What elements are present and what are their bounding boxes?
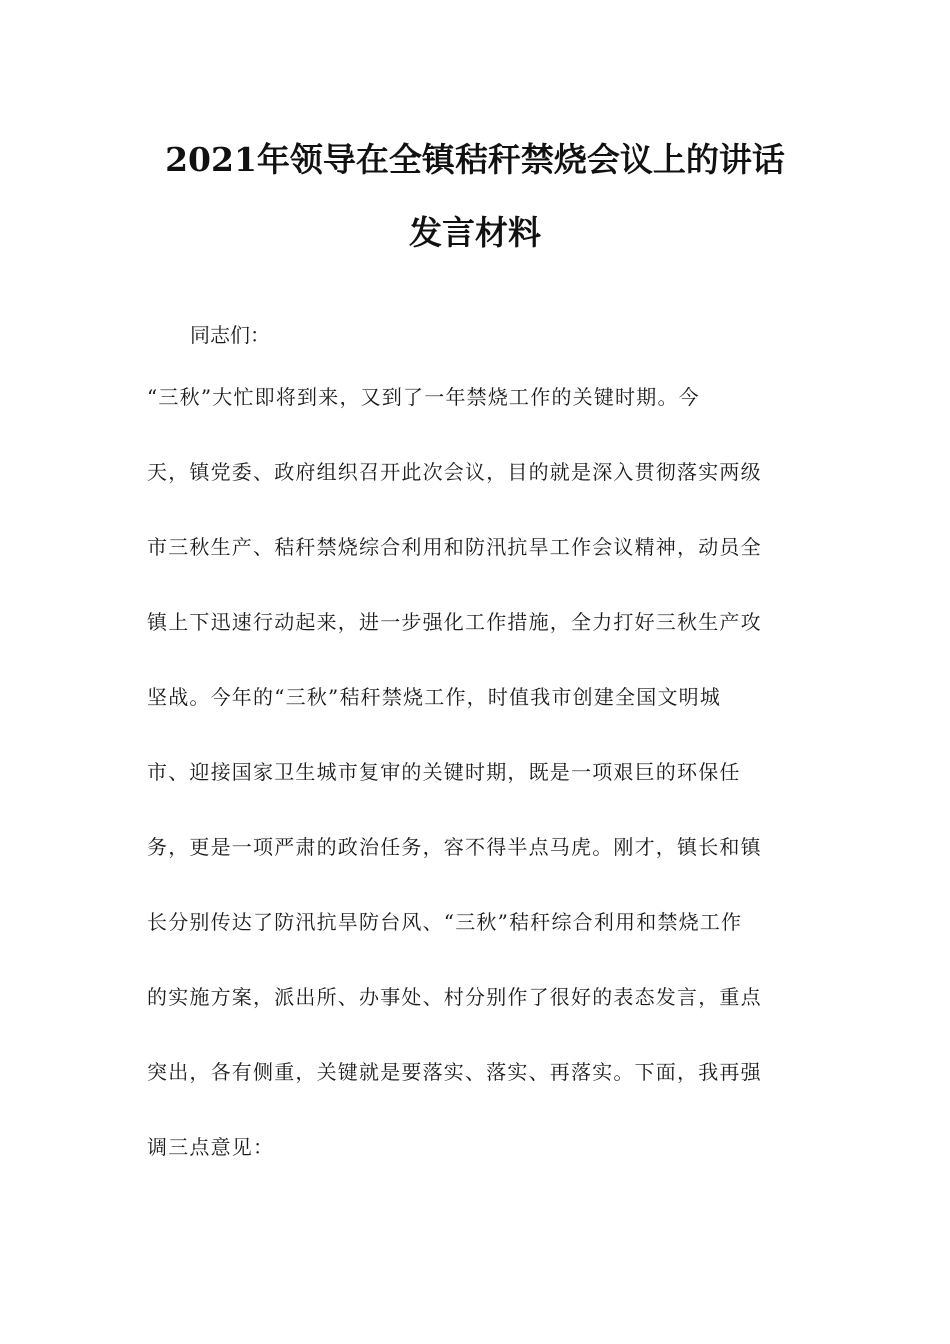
body-line-4: 镇上下迅速行动起来，进一步强化工作措施，全力打好三秋生产攻: [147, 610, 762, 634]
salutation: 同志们：: [190, 323, 270, 347]
body-line-6: 市、迎接国家卫生城市复审的关键时期，既是一项艰巨的环保任: [147, 760, 741, 784]
body-line-11: 调三点意见：: [147, 1135, 275, 1159]
body-line-9: 的实施方案，派出所、办事处、村分别作了很好的表态发言，重点: [147, 985, 762, 1009]
body-line-1: “三秋”大忙即将到来，又到了一年禁烧工作的关键时期。今: [147, 385, 700, 409]
body-line-10: 突出，各有侧重，关键就是要落实、落实、再落实。下面，我再强: [147, 1060, 762, 1084]
body-line-7: 务，更是一项严肃的政治任务，容不得半点马虎。刚才，镇长和镇: [147, 835, 762, 859]
body-line-2: 天，镇党委、政府组织召开此次会议，目的就是深入贯彻落实两级: [147, 460, 762, 484]
body-line-5: 坚战。今年的“三秋”秸秆禁烧工作，时值我市创建全国文明城: [147, 685, 722, 709]
document-title-line-1: 2021年领导在全镇秸秆禁烧会议上的讲话: [165, 140, 785, 179]
body-line-8: 长分别传达了防汛抗旱防台风、“三秋”秸秆综合利用和禁烧工作: [147, 910, 743, 934]
document-title-line-2: 发言材料: [409, 213, 541, 252]
body-line-3: 市三秋生产、秸秆禁烧综合利用和防汛抗旱工作会议精神，动员全: [147, 535, 762, 559]
